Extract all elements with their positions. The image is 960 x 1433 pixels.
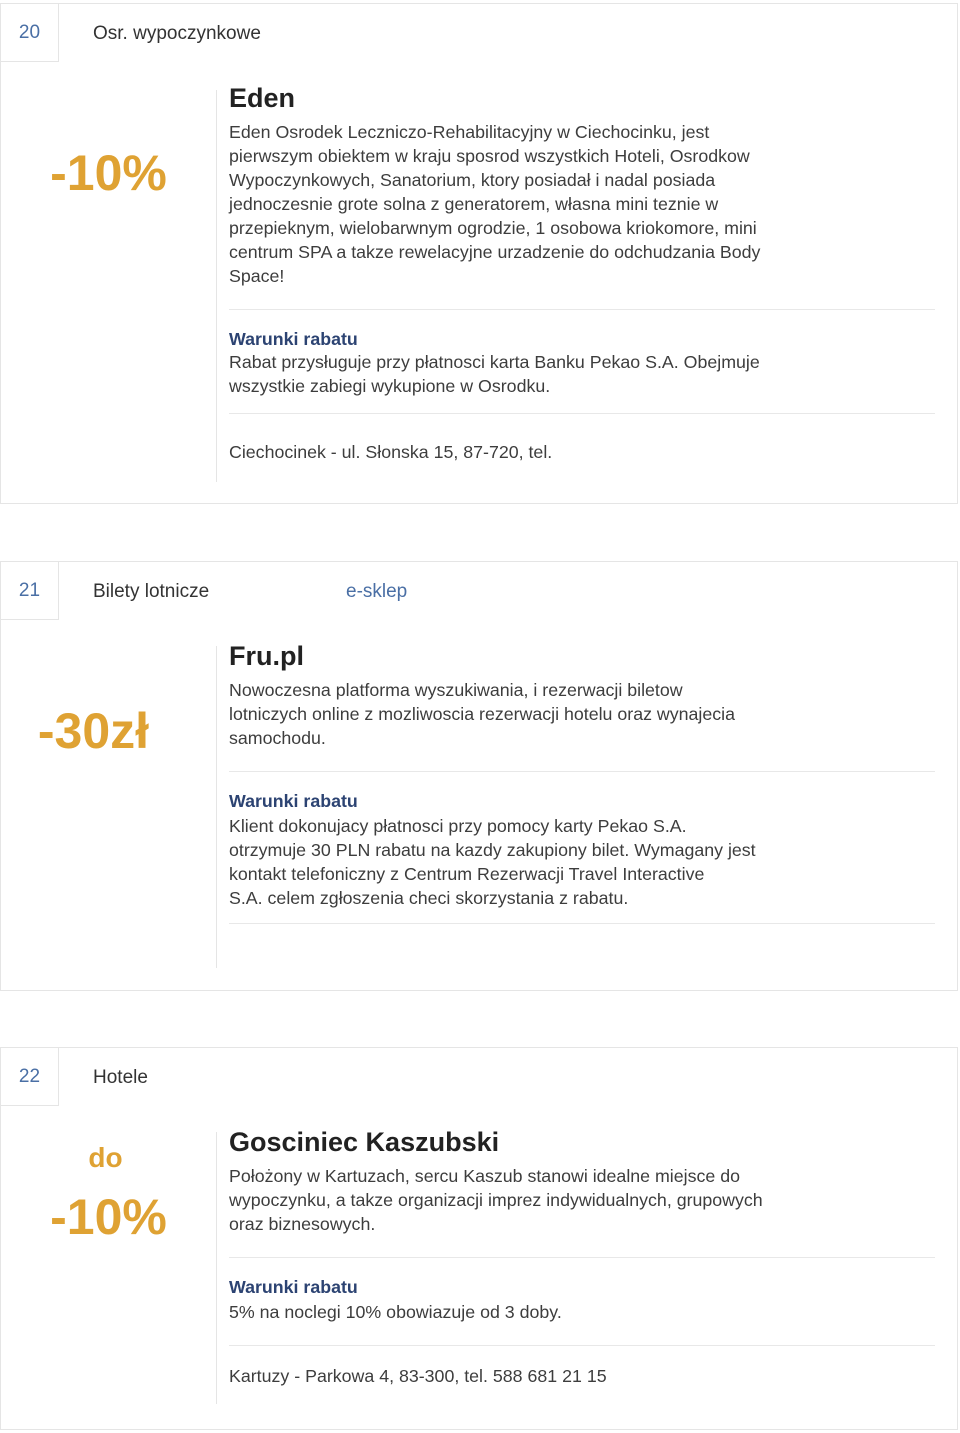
separator [229,413,935,414]
offer-card [0,1047,958,1430]
offer-number: 21 [1,562,59,620]
description-line: pierwszym obiektem w kraju sposrod wszystkich Hoteli, Osrodkow [229,146,750,166]
offer-title: Gosciniec Kaszubski [229,1127,500,1157]
offer-number: 22 [1,1048,59,1106]
offer-title: Eden [229,83,296,113]
offer-description [229,678,849,750]
separator [229,771,935,772]
conditions-line: wszystkie zabiegi wykupione w Osrodku. [229,376,551,396]
description-line: Space! [229,266,285,286]
offer-number: 20 [1,4,59,62]
offer-category: Osr. wypoczynkowe [93,23,261,44]
conditions-heading: Warunki rabatu [229,1277,358,1297]
conditions-text [229,814,849,910]
description-line: wypoczynku, a takze organizacji imprez indywidualnych, grupowych [229,1190,763,1210]
conditions-heading: Warunki rabatu [229,791,358,811]
offer-address: Ciechocinek - ul. Słonska 15, 87-720, tel. [229,442,553,462]
offer-description [229,1164,849,1236]
discount-value: -30zł [37,703,150,759]
description-line: przepieknym, wielobarwnym ogrodzie, 1 osobowa kriokomore, mini [229,218,757,238]
separator [229,1257,935,1258]
conditions-line: 5% na noclegi 10% obowiazuje od 3 doby. [229,1302,562,1322]
conditions-text [229,1300,849,1324]
conditions-line: kontakt telefoniczny z Centrum Rezerwacji Travel Interactive [229,864,705,884]
conditions-line: otrzymuje 30 PLN rabatu na kazdy zakupiony bilet. Wymagany jest [229,840,756,860]
conditions-line: Klient dokonujacy płatnosci przy pomocy karty Pekao S.A. [229,816,687,836]
description-line: Wypoczynkowych, Sanatorium, ktory posiadał i nadal posiada [229,170,716,190]
separator [229,1345,935,1346]
separator [229,309,935,310]
offer-description [229,120,849,288]
discount-prefix: do [88,1142,123,1173]
conditions-text [229,350,849,398]
description-line: jednoczesnie grote solna z generatorem, własna mini teznie w [229,194,719,214]
description-line: centrum SPA a takze rewelacyjne urzadzenie do odchudzania Body [229,242,761,262]
description-line: samochodu. [229,728,326,748]
offer-title: Fru.pl [229,641,304,671]
offer-category: Bilety lotnicze [93,581,210,602]
conditions-heading: Warunki rabatu [229,329,358,349]
description-line: Położony w Kartuzach, sercu Kaszub stanowi idealne miejsce do [229,1166,740,1186]
discount-value: -10% [50,145,167,201]
divider [216,1132,217,1404]
offer-card [0,3,958,504]
offer-category: Hotele [93,1067,148,1088]
conditions-line: Rabat przysługuje przy płatnosci karta Banku Pekao S.A. Obejmuje [229,352,760,372]
offer-card [0,561,958,991]
description-line: oraz biznesowych. [229,1214,376,1234]
divider [216,646,217,968]
separator [229,923,935,924]
eshop-link[interactable]: e-sklep [346,581,408,602]
description-line: lotniczych online z mozliwoscia rezerwacji hotelu oraz wynajecia [229,704,735,724]
description-line: Eden Osrodek Leczniczo-Rehabilitacyjny w Ciechocinku, jest [229,122,710,142]
description-line: Nowoczesna platforma wyszukiwania, i rezerwacji biletow [229,680,683,700]
discount-value: -10% [50,1189,167,1245]
offer-address: Kartuzy - Parkowa 4, 83-300, tel. 588 681 21 15 [229,1366,607,1386]
divider [216,90,217,482]
conditions-line: S.A. celem zgłoszenia checi skorzystania z rabatu. [229,888,629,908]
